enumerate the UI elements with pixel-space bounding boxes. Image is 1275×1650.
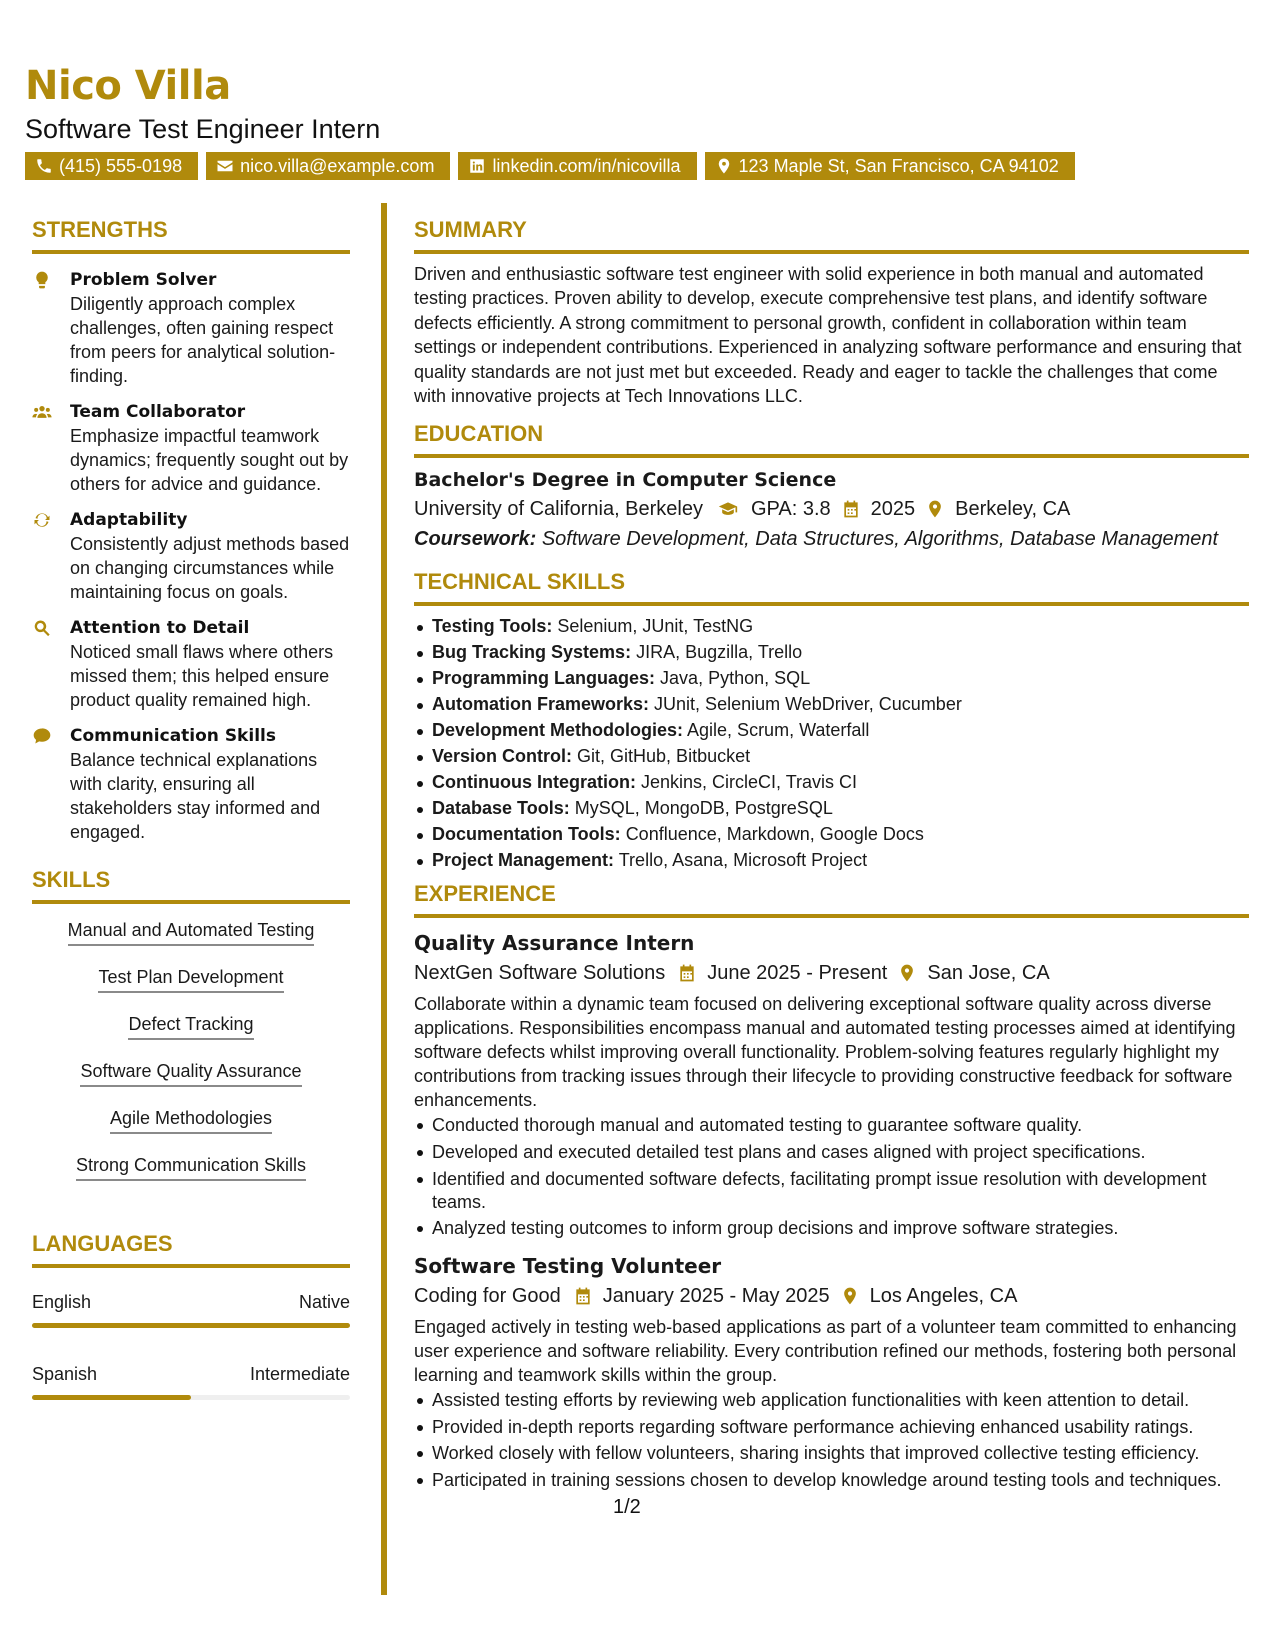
strength-item xyxy=(32,508,350,604)
job-description: Collaborate within a dynamic team focused on delivering exceptional software quality across diverse applications. Responsibilities encompass manual and automated testing processes aimed at identifying software defects whilst improving overall functionality. Problem-solving features regularly highlight my contributions from tracking issues through their lifecycle to providing constructive feedback for software enhancements. xyxy=(414,994,1236,1111)
summary-heading: SUMMARY xyxy=(414,216,1249,254)
strength-desc: Emphasize impactful teamwork dynamics; frequently sought out by others for advice and guidance. xyxy=(70,426,349,494)
job-bullet: Participated in training sessions chosen to develop knowledge around testing tools and techniques. xyxy=(414,1467,1249,1493)
summary-text: Driven and enthusiastic software test engineer with solid experience in both manual and automated testing practices. Proven ability to develop, execute comprehensive test plans, and identify software defects efficiently. A strong commitment to personal growth, confident in collaboration within team settings or independent contributions. Experienced in analyzing software performance and ensuring that quality standards are not just met but exceeded. Ready and eager to tackle the challenges that come with innovative projects at Tech Innovations LLC. xyxy=(414,264,1242,407)
education-coursework xyxy=(414,524,1249,554)
skill-item: Test Plan Development xyxy=(98,965,283,993)
tech-skill-label: Documentation Tools: xyxy=(432,824,621,845)
strength-item xyxy=(32,724,350,844)
linkedin-icon xyxy=(468,157,486,175)
map-marker-icon xyxy=(840,1286,860,1306)
languages-list xyxy=(32,1290,350,1400)
education-gpa: GPA: 3.8 xyxy=(751,498,831,521)
job-dates: January 2025 - May 2025 xyxy=(602,1285,830,1308)
language-name: Spanish xyxy=(32,1364,98,1384)
tech-skill-label: Testing Tools: xyxy=(432,616,553,637)
tech-skill-value: Git, GitHub, Bitbucket xyxy=(577,746,751,767)
strength-title: Communication Skills xyxy=(70,726,276,746)
experience-entry xyxy=(414,1251,1249,1492)
skills-heading: SKILLS xyxy=(32,866,350,904)
technical-skills-list xyxy=(414,614,1249,872)
strength-desc: Consistently adjust methods based on changing circumstances while maintaining focus on goals. xyxy=(70,534,350,602)
language-level: Native xyxy=(298,1292,350,1312)
technical-skills-heading: TECHNICAL SKILLS xyxy=(414,568,1249,606)
coursework-label: Coursework: xyxy=(414,528,537,551)
tech-skill-item xyxy=(414,640,1249,664)
calendar-icon xyxy=(841,499,861,519)
tech-skill-value: Confluence, Markdown, Google Docs xyxy=(625,824,924,845)
tech-skill-value: JUnit, Selenium WebDriver, Cucumber xyxy=(654,694,962,715)
tech-skill-item xyxy=(414,770,1249,794)
skill-item: Defect Tracking xyxy=(128,1012,253,1040)
contact-phone[interactable] xyxy=(25,152,198,180)
job-bullet: Identified and documented software defects, facilitating prompt issue resolution with development teams. xyxy=(414,1166,1249,1215)
education-location: Berkeley, CA xyxy=(955,498,1071,521)
experience-entry xyxy=(414,928,1249,1241)
strength-item xyxy=(32,400,350,496)
strength-desc: Diligently approach complex challenges, often gaining respect from peers for analytical solution-finding. xyxy=(70,294,336,386)
strengths-list xyxy=(32,268,350,844)
strengths-heading: STRENGTHS xyxy=(32,216,350,254)
tech-skill-item xyxy=(414,718,1249,742)
email-text: nico.villa@example.com xyxy=(240,155,435,176)
job-meta xyxy=(414,958,1249,988)
users-icon xyxy=(32,402,52,422)
comment-icon xyxy=(32,726,52,746)
contact-linkedin[interactable] xyxy=(458,152,696,180)
tech-skill-value: Java, Python, SQL xyxy=(660,668,811,689)
tech-skill-label: Bug Tracking Systems: xyxy=(432,642,632,663)
job-company: NextGen Software Solutions xyxy=(414,962,666,985)
strength-item xyxy=(32,268,350,388)
language-proficiency-fill xyxy=(32,1395,191,1400)
strength-desc: Balance technical explanations with clarity, ensuring all stakeholders stay informed and engaged. xyxy=(70,750,321,842)
skills-list xyxy=(32,918,350,1200)
education-year: 2025 xyxy=(870,498,916,521)
job-meta xyxy=(414,1281,1249,1311)
education-meta xyxy=(414,494,1249,524)
skill-item: Manual and Automated Testing xyxy=(68,918,315,946)
strength-desc: Noticed small flaws where others missed them; this helped ensure product quality remained high. xyxy=(70,642,334,710)
education-degree: Bachelor's Degree in Computer Science xyxy=(414,469,837,492)
language-row xyxy=(32,1290,350,1314)
tech-skill-label: Development Methodologies: xyxy=(432,720,684,741)
page-number: 1/2 xyxy=(613,1496,641,1518)
skill-item: Strong Communication Skills xyxy=(76,1153,306,1181)
job-dates: June 2025 - Present xyxy=(707,962,888,985)
language-name: English xyxy=(32,1292,92,1312)
job-bullets xyxy=(414,1112,1249,1241)
languages-heading: LANGUAGES xyxy=(32,1230,350,1268)
education-school: University of California, Berkeley xyxy=(414,498,703,521)
skill-item: Agile Methodologies xyxy=(110,1106,272,1134)
strength-title: Team Collaborator xyxy=(70,402,246,422)
left-column xyxy=(32,216,350,1400)
experience-heading: EXPERIENCE xyxy=(414,880,1249,918)
job-bullet: Provided in-depth reports regarding software performance achieving enhanced usability ratings. xyxy=(414,1414,1249,1441)
strength-title: Attention to Detail xyxy=(70,618,250,638)
job-description: Engaged actively in testing web-based applications as part of a volunteer team committed to enhancing user experience and software reliability. Every contribution refined our methods, fostering both personal learning and teamwork skills within the group. xyxy=(414,1317,1237,1386)
lightbulb-icon xyxy=(32,270,52,290)
job-bullet: Conducted thorough manual and automated testing to guarantee software quality. xyxy=(414,1112,1249,1139)
tech-skill-value: Trello, Asana, Microsoft Project xyxy=(618,850,868,871)
address-text: 123 Maple St, San Francisco, CA 94102 xyxy=(738,155,1059,176)
job-location: Los Angeles, CA xyxy=(869,1285,1018,1308)
language-proficiency-fill xyxy=(32,1323,350,1328)
graduation-cap-icon xyxy=(715,499,741,519)
map-marker-icon xyxy=(897,963,917,983)
job-bullet: Assisted testing efforts by reviewing web application functionalities with keen attention to detail. xyxy=(414,1387,1249,1414)
tech-skill-value: Jenkins, CircleCI, Travis CI xyxy=(640,772,858,793)
resume-header xyxy=(25,62,380,146)
education-heading: EDUCATION xyxy=(414,420,1249,458)
linkedin-text: linkedin.com/in/nicovilla xyxy=(492,155,681,176)
contact-bar xyxy=(25,152,1075,180)
tech-skill-item xyxy=(414,848,1249,872)
map-marker-icon xyxy=(715,157,733,175)
search-icon xyxy=(32,618,52,638)
language-row xyxy=(32,1362,350,1386)
calendar-icon xyxy=(573,1286,593,1306)
refresh-icon xyxy=(32,510,52,530)
tech-skill-item xyxy=(414,822,1249,846)
tech-skill-value: Selenium, JUnit, TestNG xyxy=(557,616,754,637)
contact-email[interactable] xyxy=(206,152,450,180)
calendar-icon xyxy=(677,963,697,983)
tech-skill-item xyxy=(414,692,1249,716)
language-proficiency-bar xyxy=(32,1323,350,1328)
strength-item xyxy=(32,616,350,712)
envelope-icon xyxy=(216,157,234,175)
tech-skill-label: Database Tools: xyxy=(432,798,570,819)
phone-text: (415) 555-0198 xyxy=(59,155,183,176)
contact-address xyxy=(705,152,1075,180)
strength-title: Problem Solver xyxy=(70,270,217,290)
job-bullets xyxy=(414,1387,1249,1492)
tech-skill-label: Programming Languages: xyxy=(432,668,656,689)
job-bullet: Developed and executed detailed test plans and cases aligned with project specifications. xyxy=(414,1139,1249,1166)
tech-skill-item xyxy=(414,614,1249,638)
tech-skill-label: Version Control: xyxy=(432,746,573,767)
right-column xyxy=(414,216,1249,1493)
tech-skill-value: JIRA, Bugzilla, Trello xyxy=(636,642,803,663)
tech-skill-item xyxy=(414,744,1249,768)
tech-skill-item xyxy=(414,666,1249,690)
tech-skill-label: Project Management: xyxy=(432,850,615,871)
tech-skill-value: Agile, Scrum, Waterfall xyxy=(687,720,870,741)
tech-skill-label: Automation Frameworks: xyxy=(432,694,650,715)
skill-item: Software Quality Assurance xyxy=(80,1059,301,1087)
strength-title: Adaptability xyxy=(70,510,188,530)
map-marker-icon xyxy=(925,499,945,519)
tech-skill-item xyxy=(414,796,1249,820)
column-divider xyxy=(381,203,387,1595)
job-location: San Jose, CA xyxy=(927,962,1050,985)
job-company: Coding for Good xyxy=(414,1285,561,1308)
job-title: Software Testing Volunteer xyxy=(414,1254,722,1279)
tech-skill-label: Continuous Integration: xyxy=(432,772,636,793)
candidate-name: Nico Villa xyxy=(25,63,231,109)
phone-icon xyxy=(35,157,53,175)
tech-skill-value: MySQL, MongoDB, PostgreSQL xyxy=(574,798,833,819)
job-bullet: Analyzed testing outcomes to inform group decisions and improve software strategies. xyxy=(414,1215,1249,1242)
candidate-title: Software Test Engineer Intern xyxy=(25,114,381,144)
coursework-text: Software Development, Data Structures, Algorithms, Database Management xyxy=(541,528,1219,551)
language-level: Intermediate xyxy=(249,1364,350,1384)
language-proficiency-bar xyxy=(32,1395,350,1400)
job-bullet: Worked closely with fellow volunteers, sharing insights that improved collective testing efficiency. xyxy=(414,1440,1249,1467)
job-title: Quality Assurance Intern xyxy=(414,931,695,956)
